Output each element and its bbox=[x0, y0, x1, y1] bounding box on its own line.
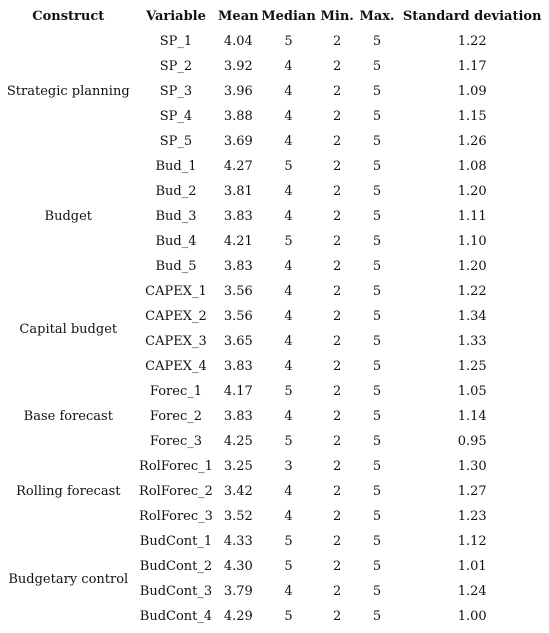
header-mean: Mean bbox=[218, 9, 259, 24]
standard-deviation-cell: 1.25 bbox=[457, 359, 487, 374]
median-cell: 4 bbox=[284, 59, 293, 74]
header-construct: Construct bbox=[32, 9, 105, 24]
max-cell: 5 bbox=[372, 509, 382, 524]
standard-deviation-cell: 1.23 bbox=[457, 509, 487, 524]
table-row bbox=[0, 529, 549, 554]
max-cell: 5 bbox=[372, 309, 382, 324]
max-cell: 5 bbox=[372, 334, 382, 349]
mean-cell: 3.52 bbox=[223, 509, 253, 524]
standard-deviation-cell: 1.05 bbox=[457, 384, 487, 399]
min-cell: 2 bbox=[333, 609, 342, 624]
variable-cell: Bud_1 bbox=[155, 159, 197, 174]
max-cell: 5 bbox=[372, 434, 382, 449]
variable-cell: RolForec_3 bbox=[139, 509, 213, 524]
mean-cell: 3.96 bbox=[223, 84, 253, 99]
variable-cell: Forec_2 bbox=[149, 409, 203, 424]
median-cell: 4 bbox=[284, 359, 293, 374]
construct-cell: Budget bbox=[44, 209, 93, 224]
standard-deviation-cell: 1.11 bbox=[457, 209, 487, 224]
min-cell: 2 bbox=[333, 559, 342, 574]
median-cell: 4 bbox=[284, 84, 293, 99]
median-cell: 4 bbox=[284, 109, 293, 124]
table-row bbox=[0, 454, 549, 479]
median-cell: 5 bbox=[284, 384, 293, 399]
standard-deviation-cell: 1.20 bbox=[457, 259, 487, 274]
min-cell: 2 bbox=[333, 184, 342, 199]
min-cell: 2 bbox=[333, 159, 342, 174]
max-cell: 5 bbox=[372, 609, 382, 624]
variable-cell: Forec_1 bbox=[149, 384, 203, 399]
median-cell: 5 bbox=[284, 434, 293, 449]
variable-cell: BudCont_4 bbox=[139, 609, 213, 624]
mean-cell: 3.81 bbox=[223, 184, 253, 199]
median-cell: 4 bbox=[284, 184, 293, 199]
median-cell: 4 bbox=[284, 584, 293, 599]
standard-deviation-cell: 1.15 bbox=[457, 109, 487, 124]
min-cell: 2 bbox=[333, 34, 342, 49]
median-cell: 4 bbox=[284, 284, 293, 299]
mean-cell: 4.27 bbox=[223, 159, 253, 174]
max-cell: 5 bbox=[372, 109, 382, 124]
table-row bbox=[0, 379, 549, 404]
standard-deviation-cell: 1.09 bbox=[457, 84, 487, 99]
mean-cell: 3.92 bbox=[223, 59, 253, 74]
standard-deviation-cell: 1.22 bbox=[457, 284, 487, 299]
standard-deviation-cell: 1.01 bbox=[457, 559, 487, 574]
variable-cell: Forec_3 bbox=[149, 434, 203, 449]
mean-cell: 3.56 bbox=[223, 284, 253, 299]
table-body bbox=[0, 29, 549, 629]
median-cell: 5 bbox=[284, 234, 293, 249]
max-cell: 5 bbox=[372, 234, 382, 249]
median-cell: 5 bbox=[284, 159, 293, 174]
variable-cell: BudCont_2 bbox=[139, 559, 213, 574]
construct-cell: Rolling forecast bbox=[16, 484, 121, 499]
header-min: Min. bbox=[320, 9, 354, 24]
median-cell: 4 bbox=[284, 259, 293, 274]
variable-cell: SP_4 bbox=[159, 109, 193, 124]
standard-deviation-cell: 1.26 bbox=[457, 134, 487, 149]
standard-deviation-cell: 1.17 bbox=[457, 59, 487, 74]
median-cell: 5 bbox=[284, 559, 293, 574]
construct-cell: Base forecast bbox=[23, 409, 113, 424]
standard-deviation-cell: 0.95 bbox=[457, 434, 487, 449]
variable-cell: SP_1 bbox=[159, 34, 193, 49]
variable-cell: CAPEX_3 bbox=[145, 334, 207, 349]
median-cell: 5 bbox=[284, 34, 293, 49]
standard-deviation-cell: 1.12 bbox=[457, 534, 487, 549]
table-row bbox=[0, 29, 549, 54]
min-cell: 2 bbox=[333, 284, 342, 299]
min-cell: 2 bbox=[333, 209, 342, 224]
mean-cell: 4.04 bbox=[223, 34, 253, 49]
min-cell: 2 bbox=[333, 334, 342, 349]
mean-cell: 4.33 bbox=[223, 534, 253, 549]
max-cell: 5 bbox=[372, 209, 382, 224]
min-cell: 2 bbox=[333, 459, 342, 474]
construct-cell: Capital budget bbox=[19, 321, 118, 337]
min-cell: 2 bbox=[333, 59, 342, 74]
max-cell: 5 bbox=[372, 159, 382, 174]
standard-deviation-cell: 1.14 bbox=[457, 409, 487, 424]
header-standard-deviation: Standard deviation bbox=[402, 9, 542, 24]
max-cell: 5 bbox=[372, 59, 382, 74]
variable-cell: RolForec_1 bbox=[139, 459, 213, 474]
variable-cell: Bud_5 bbox=[155, 259, 197, 274]
header-median: Median bbox=[261, 9, 316, 24]
min-cell: 2 bbox=[333, 484, 342, 499]
variable-cell: SP_5 bbox=[159, 134, 193, 149]
min-cell: 2 bbox=[333, 234, 342, 249]
construct-cell: Budgetary control bbox=[8, 571, 129, 587]
min-cell: 2 bbox=[333, 134, 342, 149]
min-cell: 2 bbox=[333, 359, 342, 374]
standard-deviation-cell: 1.08 bbox=[457, 159, 487, 174]
standard-deviation-cell: 1.27 bbox=[457, 484, 487, 499]
median-cell: 5 bbox=[284, 534, 293, 549]
max-cell: 5 bbox=[372, 459, 382, 474]
min-cell: 2 bbox=[333, 384, 342, 399]
mean-cell: 3.88 bbox=[223, 109, 253, 124]
variable-cell: CAPEX_1 bbox=[145, 284, 207, 299]
standard-deviation-cell: 1.33 bbox=[457, 334, 487, 349]
header-row bbox=[0, 4, 549, 29]
min-cell: 2 bbox=[333, 109, 342, 124]
construct-cell: Strategic planning bbox=[6, 84, 130, 99]
standard-deviation-cell: 1.00 bbox=[457, 609, 487, 624]
mean-cell: 4.30 bbox=[223, 559, 253, 574]
max-cell: 5 bbox=[372, 559, 382, 574]
standard-deviation-cell: 1.24 bbox=[457, 584, 487, 599]
min-cell: 2 bbox=[333, 584, 342, 599]
mean-cell: 3.79 bbox=[223, 584, 253, 599]
median-cell: 4 bbox=[284, 209, 293, 224]
variable-cell: CAPEX_4 bbox=[145, 359, 207, 374]
max-cell: 5 bbox=[372, 384, 382, 399]
max-cell: 5 bbox=[372, 84, 382, 99]
min-cell: 2 bbox=[333, 259, 342, 274]
mean-cell: 3.25 bbox=[223, 459, 253, 474]
max-cell: 5 bbox=[372, 484, 382, 499]
min-cell: 2 bbox=[333, 509, 342, 524]
mean-cell: 3.69 bbox=[223, 134, 253, 149]
min-cell: 2 bbox=[333, 534, 342, 549]
standard-deviation-cell: 1.20 bbox=[457, 184, 487, 199]
variable-cell: BudCont_3 bbox=[139, 584, 213, 599]
variable-cell: Bud_2 bbox=[155, 184, 197, 199]
min-cell: 2 bbox=[333, 84, 342, 99]
variable-cell: SP_3 bbox=[159, 84, 193, 99]
mean-cell: 4.29 bbox=[223, 609, 253, 624]
variable-cell: CAPEX_2 bbox=[145, 309, 207, 324]
table-row bbox=[0, 154, 549, 179]
max-cell: 5 bbox=[372, 259, 382, 274]
standard-deviation-cell: 1.22 bbox=[457, 34, 487, 49]
median-cell: 4 bbox=[284, 134, 293, 149]
max-cell: 5 bbox=[372, 584, 382, 599]
min-cell: 2 bbox=[333, 309, 342, 324]
median-cell: 4 bbox=[284, 334, 293, 349]
median-cell: 5 bbox=[284, 609, 293, 624]
variable-cell: RolForec_2 bbox=[139, 484, 213, 499]
header-max: Max. bbox=[359, 9, 395, 24]
mean-cell: 3.83 bbox=[223, 359, 253, 374]
max-cell: 5 bbox=[372, 284, 382, 299]
mean-cell: 4.17 bbox=[223, 384, 253, 399]
max-cell: 5 bbox=[372, 184, 382, 199]
mean-cell: 3.83 bbox=[223, 409, 253, 424]
mean-cell: 3.83 bbox=[223, 209, 253, 224]
mean-cell: 4.25 bbox=[223, 434, 253, 449]
median-cell: 4 bbox=[284, 484, 293, 499]
standard-deviation-cell: 1.34 bbox=[457, 309, 487, 324]
mean-cell: 3.83 bbox=[223, 259, 253, 274]
max-cell: 5 bbox=[372, 534, 382, 549]
variable-cell: Bud_3 bbox=[155, 209, 197, 224]
standard-deviation-cell: 1.30 bbox=[457, 459, 487, 474]
median-cell: 4 bbox=[284, 409, 293, 424]
variable-cell: SP_2 bbox=[159, 59, 193, 74]
mean-cell: 3.56 bbox=[223, 309, 253, 324]
descriptive-statistics-table bbox=[0, 4, 549, 629]
median-cell: 4 bbox=[284, 309, 293, 324]
variable-cell: BudCont_1 bbox=[139, 534, 213, 549]
max-cell: 5 bbox=[372, 134, 382, 149]
mean-cell: 4.21 bbox=[223, 234, 253, 249]
min-cell: 2 bbox=[333, 409, 342, 424]
median-cell: 3 bbox=[284, 459, 293, 474]
standard-deviation-cell: 1.10 bbox=[457, 234, 487, 249]
median-cell: 4 bbox=[284, 509, 293, 524]
min-cell: 2 bbox=[333, 434, 342, 449]
variable-cell: Bud_4 bbox=[155, 234, 197, 249]
max-cell: 5 bbox=[372, 34, 382, 49]
header-variable: Variable bbox=[146, 9, 206, 24]
mean-cell: 3.65 bbox=[223, 334, 253, 349]
max-cell: 5 bbox=[372, 409, 382, 424]
mean-cell: 3.42 bbox=[223, 484, 253, 499]
max-cell: 5 bbox=[372, 359, 382, 374]
table-row bbox=[0, 279, 549, 304]
